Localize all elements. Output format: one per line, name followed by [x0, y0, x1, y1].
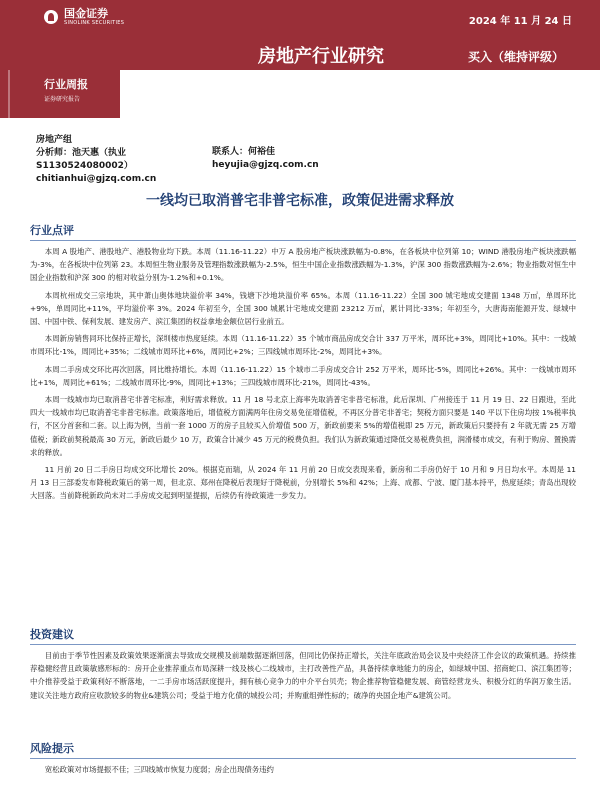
report-type: 行业周报	[44, 78, 88, 91]
analyst-group: 房地产组	[36, 135, 73, 145]
review-paragraph: 本周一线城市均已取消普宅非普宅标准，利好需求释放。11 月 18 号北京上海率先取消普宅非普宅标准，此后深圳、广州接连于 11 月 19 日、22 日跟进，至此四大一线城市均已取消普宅非普宅标准。政策落地后，增值税方面满两年住房交易免征增值税，不再区分普宅非普宅；契税方面只要是 140 平以下住房均按 1%税率执行，不区分首套和二套。以上海为例，当前一套 1000 万的房子且较买入价增值 500 万，新政前要来 5%的增值税即 25 万元，新政策后只要持有 2 年就无需 25 万增值税；新政前契税最高 30 万元，新政后最少 10 万，政策合计减少 45 万元的税费负担。我们认为新政策通过降低交易税费负担，润滑楼市成交，有利于购房、置换需求的释放。	[30, 395, 576, 457]
contact-label: 联系人：何裕佳	[212, 147, 276, 157]
contact-email[interactable]: heyujia@gjzq.com.cn	[212, 160, 319, 170]
section-risk-heading: 风险提示	[30, 740, 576, 759]
section-invest-body	[30, 649, 576, 702]
section-review	[30, 222, 576, 507]
header-banner	[0, 0, 600, 70]
report-header	[0, 0, 600, 132]
section-risk	[30, 740, 576, 780]
review-paragraph: 本周新房销售同环比保持正增长，深圳楼市热度延续。本周（11.16-11.22）35 个城市商品房成交合计 337 万平米，周环比+3%，周同比+10%。其中：一线城市周环比-1%，周同比+35%；二线城市周环比+6%，周同比+2%；三四线城市周环比-2%，周同比+3%。	[30, 334, 576, 357]
report-subtype: 证券研究报告	[44, 96, 81, 103]
industry-title: 房地产行业研究	[258, 46, 384, 67]
contact-block	[212, 146, 319, 172]
analyst-line1: 分析师：池天惠（执业	[36, 148, 127, 158]
report-type-tag	[0, 70, 120, 118]
section-review-heading: 行业点评	[30, 222, 576, 241]
review-paragraph: 本周杭州成交三宗地块，其中萧山奥体地块溢价率 34%，钱塘下沙地块溢价率 65%。本周（11.16-11.22）全国 300 城宅地成交建面 1348 万㎡，单周环比+9%，单周同比+11%，平均溢价率 3%。2024 年初至今，全国 300 城累计宅地成交建面 23212 万㎡，累计同比-33%；年初至今，大唐海南能源开发、绿城中国、中国中铁、保利发展、建发房产、滨江集团的权益拿地金额位居行业前五。	[30, 290, 576, 327]
analyst-line2: S1130524080002）	[36, 161, 133, 171]
risk-paragraph: 宽松政策对市场提振不佳；三四线城市恢复力度弱；房企出现债务违约	[44, 765, 274, 774]
section-invest-heading: 投资建议	[30, 626, 576, 645]
section-invest	[30, 626, 576, 706]
section-risk-body	[30, 763, 576, 776]
analyst-email[interactable]: chitianhui@gjzq.com.cn	[36, 174, 157, 184]
analyst-block	[36, 134, 156, 186]
section-review-body	[30, 245, 576, 503]
logo-cn: 国金证券	[64, 7, 108, 20]
report-date: 2024 年 11 月 24 日	[468, 16, 572, 27]
review-paragraph: 本周 A 股地产、港股地产、港股物业均下跌。本周（11.16-11.22）中万 A 股房地产板块涨跌幅为-0.8%，在各板块中位列第 10；WIND 港股房地产板块涨跌幅为-3%，在各板块中位列第 23。本周恒生物业服务及管理指数涨跌幅为-2.5%，恒生中国企业指数涨跌幅为-1.3%，沪深 300 指数涨跌幅为-2.6%；物业指数对恒生中国企业指数和沪深 300 的相对收益分别为-1.2%和+0.1%。	[30, 247, 576, 283]
review-paragraph: 11 月前 20 日二手房日均成交环比增长 20%。根据克而瑞，从 2024 年 11 月前 20 日成交表现来看，新房和二手房仍好于 10 月和 9 月日均水平。本周是 11 月 13 日三部委发布降税政策后的第一周，但北京、郑州在降税后表现好于降税前，分别增长 5%和 42%；上海、成都、宁波、厦门基本持平，热度延续；青岛出现较大回落。当前降税新政尚未对二手房成交起到明显提振，后续仍有待政策进一步发力。	[30, 465, 576, 501]
logo-mark-icon	[44, 10, 58, 24]
rating: 买入（维持评级）	[467, 50, 564, 64]
company-logo	[44, 8, 124, 26]
report-title: 一线均已取消普宅非普宅标准，政策促进需求释放	[146, 193, 454, 209]
review-paragraph: 本周二手房成交环比再次回落，同比维持增长。本周（11.16-11.22）15 个城市二手房成交合计 252 万平米，周环比-5%，周同比+26%。其中：一线城市周环比+1%，周同比+61%；二线城市周环比-9%，周同比+13%；三四线城市周环比-21%，周同比-43%。	[30, 364, 576, 387]
invest-paragraph: 目前由于季节性因素及政策效果逐渐演去导致成交规模及前端数据逐渐回落，但同比仍保持正增长，关注年底政治局会议及中央经济工作会议的政策机遇。持续推荐稳健经营且政策敏感形标的：房开企业推荐重点布局深耕一线及核心二线城市，主打改善性产品，具备持续拿地能力的房企，如绿城中国、招商蛇口、滨江集团等；中介推荐受益于政策利好不断落地，一二手房市场活跃度提升，拥有核心竞争力的中介平台贝壳；物企推荐物管稳健发展、商管经营龙头、积极分红的华润万象生活。建议关注地方政府应收款较多的物业&建筑公司；受益于地方化债的城投公司；并购重组弹性标的；破净的央国企地产&建筑公司。	[30, 651, 576, 700]
logo-en: SINOLINK SECURITIES	[64, 20, 125, 26]
